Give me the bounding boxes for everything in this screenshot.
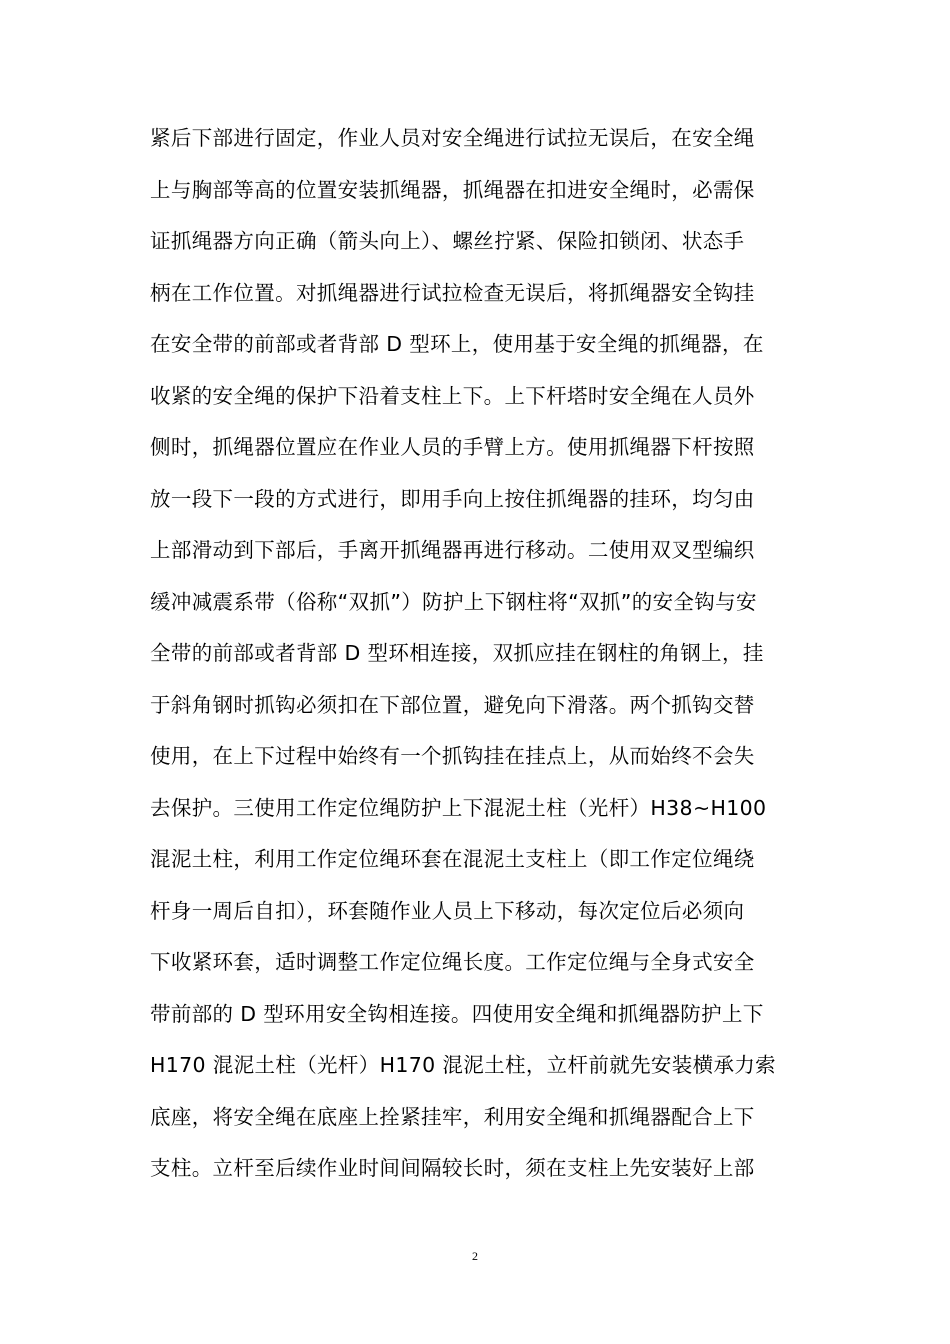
text-line: 混泥土柱，利用工作定位绳环套在混泥土支柱上（即工作定位绳绕 [150, 847, 755, 871]
text-line: 在安全带的前部或者背部 D 型环上，使用基于安全绳的抓绳器，在 [150, 332, 764, 356]
body-text [150, 116, 810, 1198]
text-line: 缓冲减震系带（俗称“双抓”）防护上下钢柱将“双抓”的安全钩与安 [150, 589, 757, 614]
text-line: 侧时，抓绳器位置应在作业人员的手臂上方。使用抓绳器下杆按照 [150, 435, 755, 459]
page-number: 2 [472, 1249, 478, 1263]
text-line: 上与胸部等高的位置安装抓绳器，抓绳器在扣进安全绳时，必需保 [150, 177, 755, 202]
text-line: 去保护。三使用工作定位绳防护上下混泥土柱（光杆）H38~H100 [150, 795, 767, 820]
text-line: 底座，将安全绳在底座上拴紧挂牢，利用安全绳和抓绳器配合上下 [150, 1104, 755, 1129]
text-line: 放一段下一段的方式进行，即用手向上按住抓绳器的挂环，均匀由 [150, 486, 755, 511]
text-line: 带前部的 D 型环用安全钩相连接。四使用安全绳和抓绳器防护上下 [150, 1001, 764, 1026]
text-line: 杆身一周后自扣），环套随作业人员上下移动，每次定位后必须向 [150, 898, 745, 923]
text-line: 收紧的安全绳的保护下沿着支柱上下。上下杆塔时安全绳在人员外 [150, 383, 755, 408]
text-line: 上部滑动到下部后，手离开抓绳器再进行移动。二使用双叉型编织 [150, 538, 755, 562]
text-line: 全带的前部或者背部 D 型环相连接，双抓应挂在钢柱的角钢上，挂 [150, 641, 764, 665]
text-line: 柄在工作位置。对抓绳器进行试拉检查无误后，将抓绳器安全钩挂 [150, 280, 755, 305]
text-line: 支柱。立杆至后续作业时间间隔较长时，须在支柱上先安装好上部 [150, 1156, 755, 1180]
text-line: H170 混泥土柱（光杆）H170 混泥土柱，立杆前就先安装横承力索 [150, 1053, 777, 1077]
text-line: 使用，在上下过程中始终有一个抓钩挂在挂点上，从而始终不会失 [150, 744, 755, 768]
text-line: 紧后下部进行固定，作业人员对安全绳进行试拉无误后，在安全绳 [150, 126, 755, 150]
text-line: 于斜角钢时抓钩必须扣在下部位置，避免向下滑落。两个抓钩交替 [150, 692, 755, 717]
text-line: 证抓绳器方向正确（箭头向上）、螺丝拧紧、保险扣锁闭、状态手 [150, 229, 745, 253]
text-line: 下收紧环套，适时调整工作定位绳长度。工作定位绳与全身式安全 [150, 950, 755, 974]
